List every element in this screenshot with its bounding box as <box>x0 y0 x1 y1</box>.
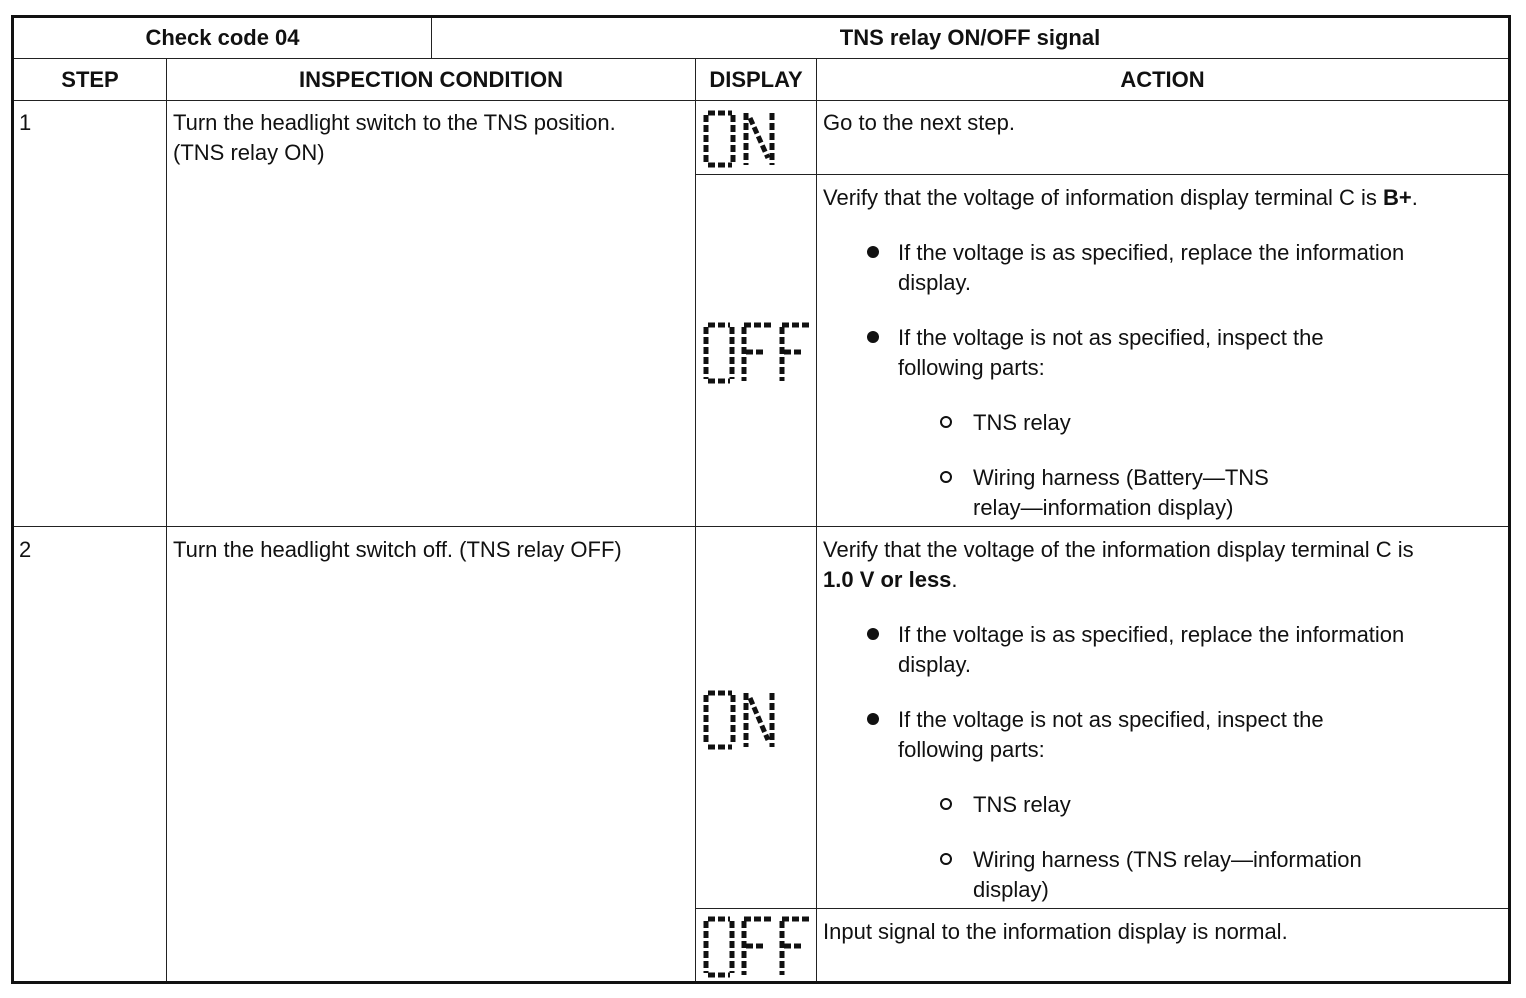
bullet-item <box>823 705 1507 765</box>
part-line: Wiring harness (Battery—TNS <box>973 465 1269 490</box>
lcd-off-display <box>702 320 814 384</box>
part-line: Wiring harness (TNS relay—information <box>973 847 1362 872</box>
lcd-on-glyph <box>702 108 782 168</box>
check-code-title: Check code 04 <box>145 25 300 50</box>
bullet-dot-icon <box>867 246 879 258</box>
lcd-off-glyph <box>702 320 814 384</box>
bullet-line: following parts: <box>898 737 1045 762</box>
verify-instruction <box>823 535 1507 595</box>
bullet-line: display. <box>898 270 971 295</box>
verify-suffix: . <box>1411 185 1418 210</box>
lcd-off-glyph <box>702 914 814 978</box>
row-divider <box>696 174 1508 175</box>
step-number: 1 <box>19 110 32 135</box>
bullet-line: If the voltage is as specified, replace the information <box>898 622 1405 647</box>
signal-name-title: TNS relay ON/OFF signal <box>839 25 1101 50</box>
column-header-display: DISPLAY <box>709 66 803 92</box>
part-line: relay—information display) <box>973 495 1234 520</box>
verify-suffix: . <box>951 567 958 592</box>
action-block <box>823 535 1507 905</box>
condition-line: (TNS relay ON) <box>173 140 325 165</box>
column-divider <box>166 58 167 981</box>
bullet-line: If the voltage is as specified, replace the information <box>898 240 1405 265</box>
part-item <box>823 790 1507 820</box>
action-text: Go to the next step. <box>823 110 1016 135</box>
verify-text: Verify that the voltage of the information display terminal C is <box>823 537 1414 562</box>
verify-instruction <box>823 183 1507 213</box>
column-header-action: ACTION <box>1120 66 1205 92</box>
action-text: Input signal to the information display is normal. <box>823 919 1288 944</box>
verify-value: 1.0 V or less <box>823 567 952 592</box>
part-line: display) <box>973 877 1049 902</box>
action-block <box>823 183 1507 523</box>
column-divider <box>695 58 696 981</box>
inspection-condition <box>173 108 693 168</box>
verify-value: B+ <box>1383 185 1412 210</box>
bullet-line: If the voltage is not as specified, inspect the <box>898 325 1324 350</box>
verify-text: Verify that the voltage of information display terminal C is <box>823 185 1384 210</box>
step-number: 2 <box>19 537 32 562</box>
bullet-dot-icon <box>867 331 879 343</box>
condition-line: Turn the headlight switch to the TNS position. <box>173 110 616 135</box>
lcd-on-display <box>702 688 782 750</box>
inspection-condition: Turn the headlight switch off. (TNS relay OFF) <box>173 537 622 562</box>
bullet-line: display. <box>898 652 971 677</box>
lcd-on-glyph <box>702 688 782 750</box>
part-item <box>823 408 1507 438</box>
bullet-dot-icon <box>867 628 879 640</box>
bullet-item <box>823 238 1507 298</box>
bullet-circle-icon <box>940 853 952 865</box>
bullet-item <box>823 620 1507 680</box>
part-line: TNS relay <box>973 410 1071 435</box>
row-divider <box>14 100 1508 101</box>
part-item <box>823 463 1507 523</box>
column-header-condition: INSPECTION CONDITION <box>298 66 563 92</box>
bullet-dot-icon <box>867 713 879 725</box>
bullet-circle-icon <box>940 416 952 428</box>
row-divider <box>696 908 1508 909</box>
column-header-step: STEP <box>61 66 119 92</box>
bullet-line: following parts: <box>898 355 1045 380</box>
bullet-circle-icon <box>940 471 952 483</box>
bullet-item <box>823 323 1507 383</box>
part-item <box>823 845 1507 905</box>
part-line: TNS relay <box>973 792 1071 817</box>
bullet-line: If the voltage is not as specified, inspect the <box>898 707 1324 732</box>
row-divider <box>14 526 1508 527</box>
lcd-on-display <box>702 108 782 168</box>
bullet-circle-icon <box>940 798 952 810</box>
column-divider <box>816 58 817 981</box>
lcd-off-display <box>702 914 814 978</box>
